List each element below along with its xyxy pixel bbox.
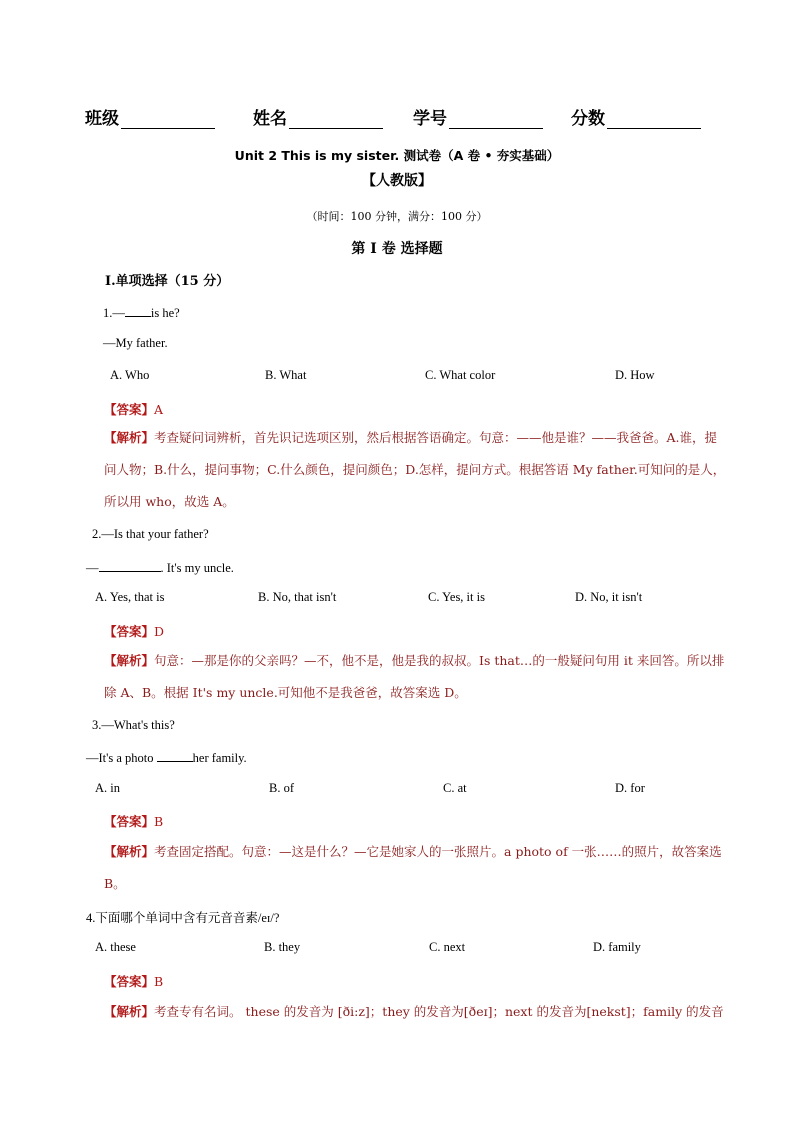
student-id-blank[interactable] — [449, 112, 543, 129]
question-4-explanation: 【解析】考查专有名词。 these 的发音为 [ði:z]；they 的发音为[ðeɪ]；next 的发音为[nekst]；family 的发音 — [104, 1004, 724, 1019]
question-3-option-a[interactable]: A. in — [95, 781, 120, 795]
question-4-option-a[interactable]: A. these — [95, 940, 136, 954]
name-label: 姓名 — [253, 109, 287, 129]
question-1-blank[interactable] — [125, 304, 151, 317]
question-1-option-b[interactable]: B. What — [265, 368, 307, 382]
score-blank[interactable] — [607, 112, 701, 129]
question-2-response: — . It's my uncle. — [86, 561, 234, 575]
question-1-prompt: 1.— is he? — [103, 306, 180, 320]
question-3-response: —It's a photo her family. — [86, 751, 247, 765]
question-2-prompt: 2.—Is that your father? — [92, 527, 209, 541]
class-field[interactable] — [85, 104, 215, 129]
question-2-explanation: 【解析】句意：—那是你的父亲吗？—不，他不是，他是我的叔叔。Is that…的一般疑问句用 it 来回答。所以排除 A、B。根据 It's my uncle.可知他不是我爸爸，故答案选 D。 — [104, 653, 725, 700]
class-blank[interactable] — [121, 112, 215, 129]
question-2-answer: 【答案】D — [104, 624, 165, 639]
question-2-option-d[interactable]: D. No, it isn't — [575, 590, 643, 604]
question-4-option-c[interactable]: C. next — [429, 940, 466, 954]
question-1-explanation: 【解析】考查疑问词辨析，首先识记选项区别，然后根据答语确定。句意：——他是谁？——我爸爸。A.谁，提问人物；B.什么，提问事物；C.什么颜色，提问颜色；D.怎样，提问方式。根据答语 My father.可知问的是人，所以用 who，故选 A。 — [104, 430, 726, 509]
score-label: 分数 — [571, 109, 605, 129]
question-4-option-d[interactable]: D. family — [593, 940, 641, 954]
question-1-option-d[interactable]: D. How — [615, 368, 655, 382]
name-blank[interactable] — [289, 112, 383, 129]
question-3-blank[interactable] — [157, 749, 193, 762]
question-4-answer: 【答案】B — [104, 974, 164, 989]
question-2-option-a[interactable]: A. Yes, that is — [95, 590, 165, 604]
question-1-response: —My father. — [103, 336, 168, 350]
question-4-option-b[interactable]: B. they — [264, 940, 301, 954]
question-3-option-b[interactable]: B. of — [269, 781, 294, 795]
name-field[interactable] — [253, 104, 383, 129]
test-title: Unit 2 This is my sister. 测试卷（A 卷 • 夯实基础） — [234, 148, 560, 163]
student-info-fields — [85, 104, 725, 130]
score-field[interactable] — [571, 104, 701, 129]
question-1-answer: 【答案】A — [104, 402, 164, 417]
student-id-label: 学号 — [413, 109, 447, 129]
question-3-option-c[interactable]: C. at — [443, 781, 467, 795]
question-3-answer: 【答案】B — [104, 814, 164, 829]
question-2-blank[interactable] — [99, 559, 161, 572]
question-1-option-c[interactable]: C. What color — [425, 368, 496, 382]
question-2-option-b[interactable]: B. No, that isn't — [258, 590, 337, 604]
class-label: 班级 — [85, 109, 119, 129]
question-1-option-a[interactable]: A. Who — [110, 368, 150, 382]
edition-label: 【人教版】 — [362, 173, 432, 189]
question-2-option-c[interactable]: C. Yes, it is — [428, 590, 485, 604]
volume-title: 第 I 卷 选择题 — [351, 241, 443, 257]
section-title: I.单项选择（15 分） — [105, 274, 230, 289]
question-4-prompt: 4.下面哪个单词中含有元音音素/eɪ/? — [86, 911, 280, 925]
student-id-field[interactable] — [413, 104, 543, 129]
question-3-option-d[interactable]: D. for — [615, 781, 645, 795]
question-3-prompt: 3.—What's this? — [92, 718, 175, 732]
question-3-explanation: 【解析】考查固定搭配。句意：—这是什么？—它是她家人的一张照片。a photo of 一张……的照片，故答案选 B。 — [104, 844, 722, 891]
time-info: （时间：100 分钟，满分：100 分） — [306, 210, 488, 223]
